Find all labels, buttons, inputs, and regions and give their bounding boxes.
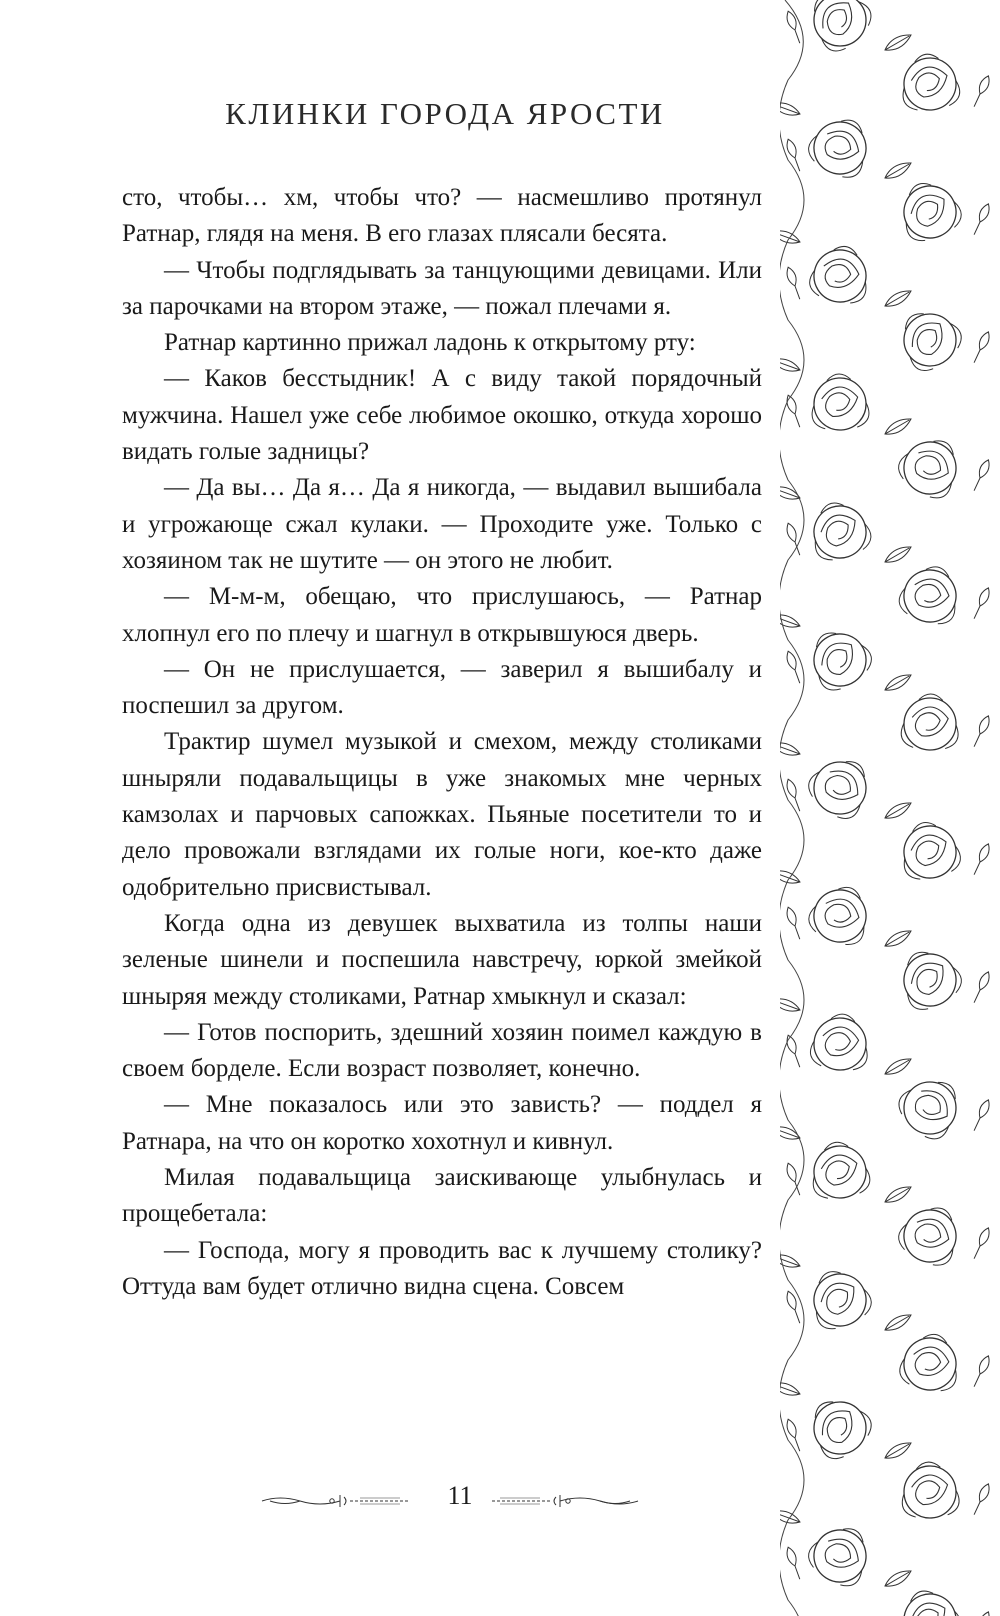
- leaf-icon: [883, 287, 914, 311]
- bud-icon: [970, 1226, 992, 1260]
- bud-icon: [970, 842, 992, 876]
- leaf-icon: [780, 355, 802, 375]
- bud-icon: [784, 1546, 803, 1581]
- rose-icon: [898, 50, 962, 113]
- rose-icon: [892, 173, 967, 247]
- rose-icon: [901, 693, 960, 751]
- leaf-icon: [883, 543, 914, 567]
- flourish-ornament-icon: [260, 1489, 410, 1513]
- rose-icon: [807, 1138, 872, 1202]
- rose-icon: [900, 1460, 961, 1520]
- flourish-ornament-icon: [490, 1489, 640, 1513]
- rose-icon: [893, 1196, 970, 1272]
- bud-icon: [970, 1482, 992, 1516]
- bud-icon: [970, 1098, 992, 1132]
- paragraph: — Он не прислушается, — заверил я вышибалу и поспешил за другом.: [122, 655, 762, 720]
- bud-icon: [784, 906, 803, 941]
- bud-icon: [970, 714, 992, 748]
- rose-icon: [803, 494, 875, 565]
- floral-rose-border-icon: [780, 0, 1000, 1616]
- leaf-icon: [883, 799, 914, 823]
- leaf-icon: [883, 415, 914, 439]
- leaf-icon: [780, 995, 802, 1015]
- leaf-icon: [883, 1055, 914, 1079]
- rose-icon: [890, 940, 967, 1017]
- bud-icon: [784, 266, 803, 301]
- paragraph: Когда одна из девушек выхватила из толпы наши зеленые шинели и поспешила навстречу, юркой змейкой шныряя между столиками, Ратнар хмыкнул и сказал:: [122, 909, 762, 1010]
- bud-icon: [970, 330, 992, 364]
- bud-icon: [784, 650, 803, 685]
- leaf-icon: [780, 483, 802, 503]
- paragraph: сто, чтобы… хм, чтобы что? — насмешливо протянул Ратнар, глядя на меня. В его глазах плясали бесята.: [122, 184, 762, 248]
- leaf-icon: [780, 1379, 802, 1399]
- rose-icon: [895, 816, 964, 884]
- rose-icon: [803, 108, 880, 185]
- bud-icon: [784, 138, 803, 173]
- page-footer: [250, 1481, 670, 1521]
- rose-icon: [802, 1261, 877, 1336]
- rose-icon: [891, 1067, 971, 1147]
- leaf-icon: [780, 1123, 802, 1143]
- leaf-icon: [883, 1439, 914, 1463]
- rose-icon: [799, 0, 879, 59]
- rose-icon: [893, 1582, 966, 1616]
- paragraph: — Чтобы подглядывать за танцующими девицами. Или за парочками на втором этаже, — пожал плечами я.: [122, 256, 762, 320]
- leaf-icon: [883, 927, 914, 951]
- body-text: [122, 180, 762, 1305]
- bud-icon: [784, 1418, 803, 1453]
- leaf-icon: [780, 99, 802, 119]
- paragraph: — Да вы… Да я… Да я никогда, — выдавил вышибала и угрожающе сжал кулаки. — Проходите уже. Только с хозяином так не шутите — он этого не любит.: [122, 474, 762, 574]
- rose-icon: [802, 747, 881, 826]
- leaf-icon: [883, 1567, 914, 1591]
- paragraph: Трактир шумел музыкой и смехом, между столиками шныряли подавальщицы в уже знакомых мне черных камзолах и парчовых сапожках. Пьяные посетители то и дело провожали взглядами их голые ноги, кое-кто даже одобрительно присвистывал.: [122, 728, 762, 901]
- rose-icon: [802, 1515, 880, 1593]
- bud-icon: [784, 778, 803, 813]
- bud-icon: [970, 74, 992, 108]
- bud-icon: [970, 458, 992, 492]
- paragraph: — М-м-м, обещаю, что прислушаюсь, — Ратнар хлопнул его по плечу и шагнул в открывшуюся дверь.: [122, 583, 762, 647]
- running-header: КЛИНКИ ГОРОДА ЯРОСТИ: [225, 96, 665, 131]
- paragraph: Ратнар картинно прижал ладонь к открытому рту:: [164, 329, 696, 357]
- bud-icon: [970, 202, 992, 236]
- bud-icon: [970, 970, 992, 1004]
- rose-icon: [889, 299, 969, 378]
- leaf-icon: [883, 1183, 914, 1207]
- rose-icon: [799, 1387, 879, 1467]
- rose-icon: [809, 1011, 872, 1074]
- bud-icon: [784, 1290, 803, 1325]
- bud-icon: [970, 1354, 992, 1388]
- paragraph: Милая подавальщица заискивающе улыбнулась и прощебетала:: [122, 1164, 762, 1228]
- leaf-icon: [883, 671, 914, 695]
- rose-icon: [799, 619, 878, 698]
- rose-icon: [810, 373, 870, 432]
- paragraph: — Готов поспорить, здешний хозяин поимел каждую в своем борделе. Если возраст позволяет, конечно.: [122, 1018, 762, 1083]
- page-number: 11: [447, 1481, 473, 1510]
- rose-icon: [892, 427, 971, 505]
- leaf-icon: [883, 31, 914, 55]
- rose-icon: [804, 877, 878, 951]
- rose-icon: [806, 240, 874, 307]
- bud-icon: [784, 1034, 803, 1069]
- rose-icon: [895, 559, 966, 630]
- leaf-icon: [883, 1311, 914, 1335]
- leaf-icon: [780, 739, 802, 759]
- paragraph: — Господа, могу я проводить вас к лучшему столику? Оттуда вам будет отлично видна сцена. Совсем: [122, 1236, 762, 1300]
- bud-icon: [970, 1610, 992, 1616]
- bud-icon: [970, 586, 992, 620]
- paragraph: — Мне показалось или это зависть? — поддел я Ратнара, на что он коротко хохотнул и кивнул.: [122, 1091, 762, 1155]
- paragraph: — Каков бесстыдник! А с виду такой порядочный мужчина. Нашел уже себе любимое окошко, откуда хорошо видать голые задницы?: [122, 365, 762, 466]
- leaf-icon: [883, 159, 914, 183]
- rose-icon: [897, 1329, 964, 1396]
- bud-icon: [784, 394, 803, 429]
